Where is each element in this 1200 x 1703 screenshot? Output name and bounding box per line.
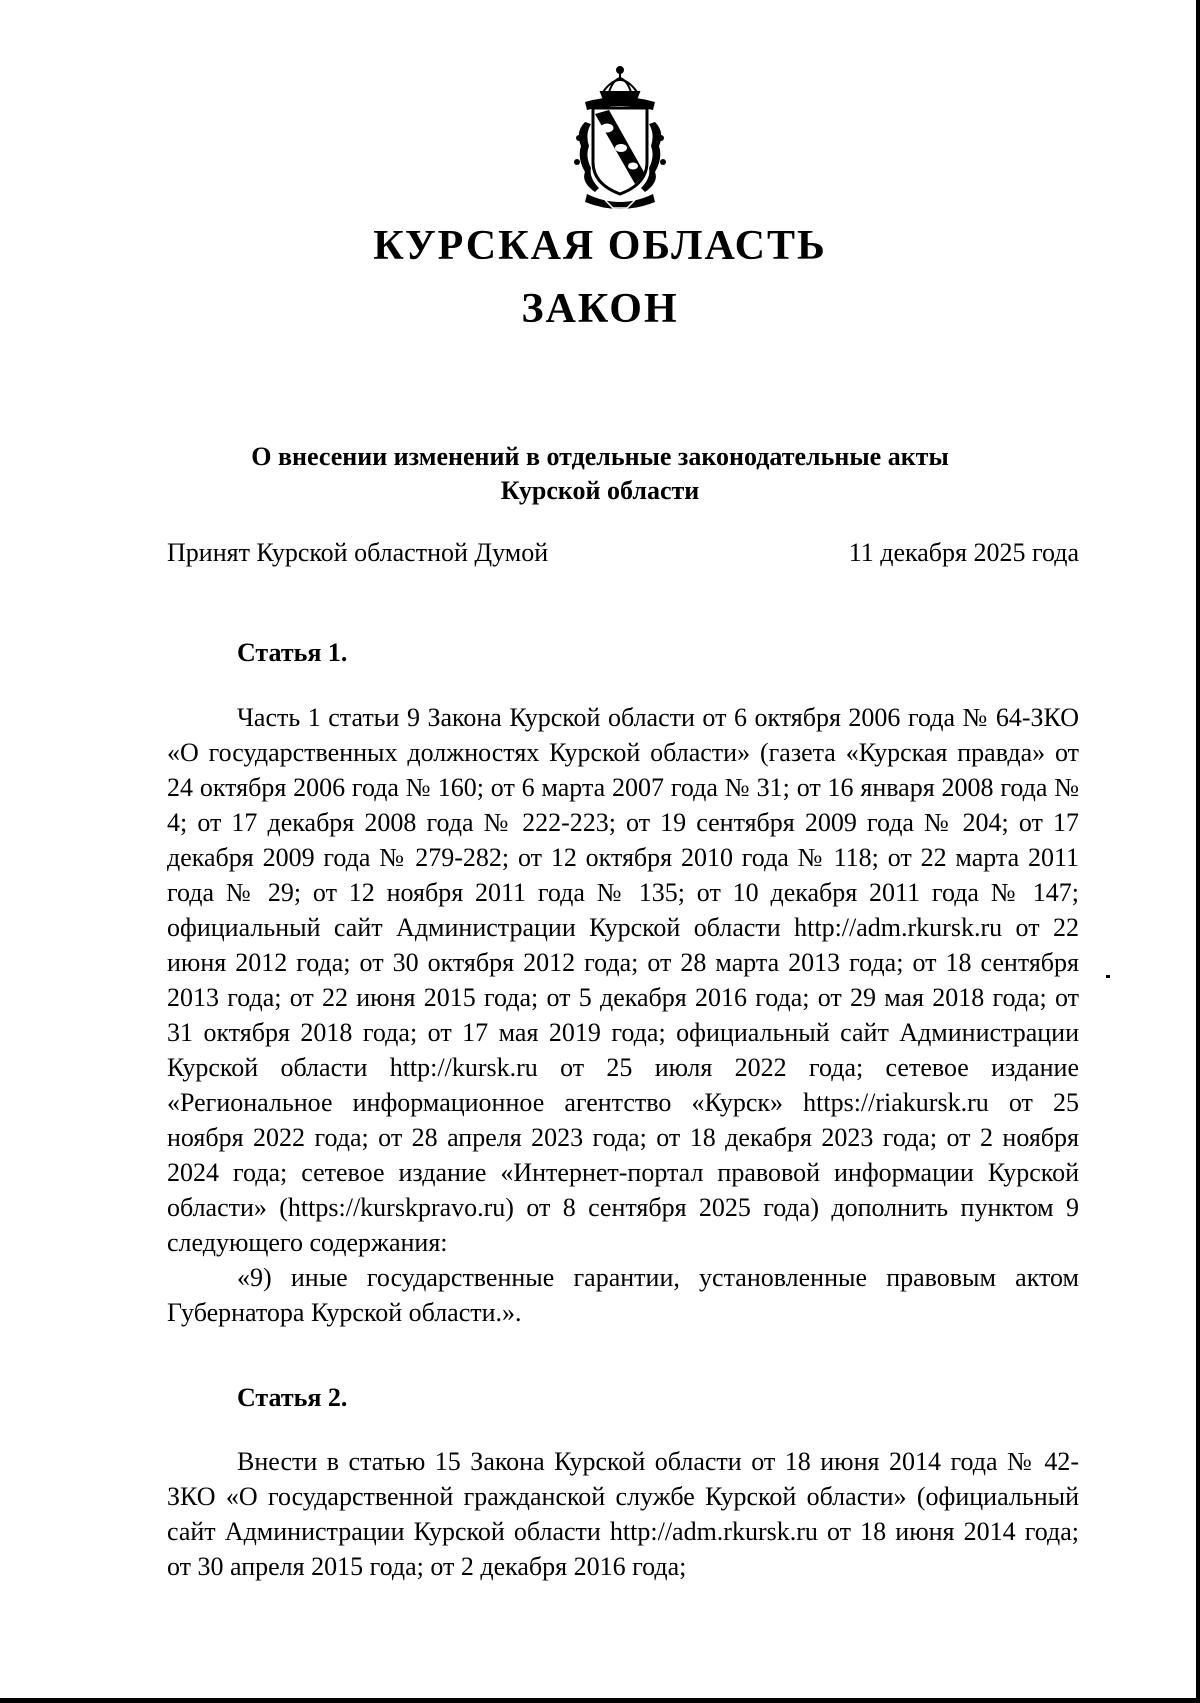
article-2-body [167, 1444, 1079, 1584]
adopted-by: Принят Курской областной Думой [167, 538, 549, 567]
article-2-paragraph-1: Внести в статью 15 Закона Курской области от 18 июня 2014 года № 42-ЗКО «О государственной гражданской службе Курской области» (официальный сайт Администрации Курской области http://adm.rkursk.ru от 18 июня 2014 года; от 30 апреля 2015 года; от 2 декабря 2016 года; [167, 1447, 1079, 1581]
adoption-date: 11 декабря 2025 года [848, 538, 1079, 567]
article-1-body [167, 700, 1079, 1330]
scan-artifact-dot [1106, 975, 1110, 978]
region-heading: КУРСКАЯ ОБЛАСТЬ [373, 223, 827, 269]
adoption-row [167, 536, 1079, 570]
scan-border-bottom [0, 1698, 1200, 1703]
article-1-paragraph-2: «9) иные государственные гарантии, установленные правовым актом Губернатора Курской области.». [167, 1263, 1079, 1327]
article-1-paragraph-1: Часть 1 статьи 9 Закона Курской области от 6 октября 2006 года № 64-ЗКО «О государственных должностях Курской области» (газета «Курская правда» от 24 октября 2006 года № 160; от 6 марта 2007 года № 31; от 16 января 2008 года № 4; от 17 декабря 2008 года № 222-223; от 19 сентября 2009 года № 204; от 17 декабря 2009 года № 279-282; от 12 октября 2010 года № 118; от 22 марта 2011 года № 29; от 12 ноября 2011 года № 135; от 10 декабря 2011 года № 147; официальный сайт Администрации Курской области http://adm.rkursk.ru от 22 июня 2012 года; от 30 октября 2012 года; от 28 марта 2013 года; от 18 сентября 2013 года; от 22 июня 2015 года; от 5 декабря 2016 года; от 29 мая 2018 года; от 31 октября 2018 года; от 17 мая 2019 года; официальный сайт Администрации Курской области http://kursk.ru от 25 июля 2022 года; сетевое издание «Региональное информационное агентство «Курск» https://riakursk.ru от 25 ноября 2022 года; от 28 апреля 2023 года; от 18 декабря 2023 года; от 2 ноября 2024 года; сетевое издание «Интернет-портал правовой информации Курской области» (https://kurskpravo.ru) от 8 сентября 2025 года) дополнить пунктом 9 следующего содержания: [167, 703, 1079, 1257]
article-2-heading: Статья 2. [237, 1383, 348, 1412]
law-title [0, 440, 1200, 508]
law-title-line-2: Курской области [500, 476, 700, 505]
document-type-heading: ЗАКОН [521, 286, 679, 332]
article-1-heading: Статья 1. [237, 638, 348, 667]
law-title-line-1: О внесении изменений в отдельные законодательные акты [251, 442, 949, 471]
kursk-coat-of-arms-icon [555, 62, 685, 212]
scan-border-right [1196, 0, 1200, 1703]
